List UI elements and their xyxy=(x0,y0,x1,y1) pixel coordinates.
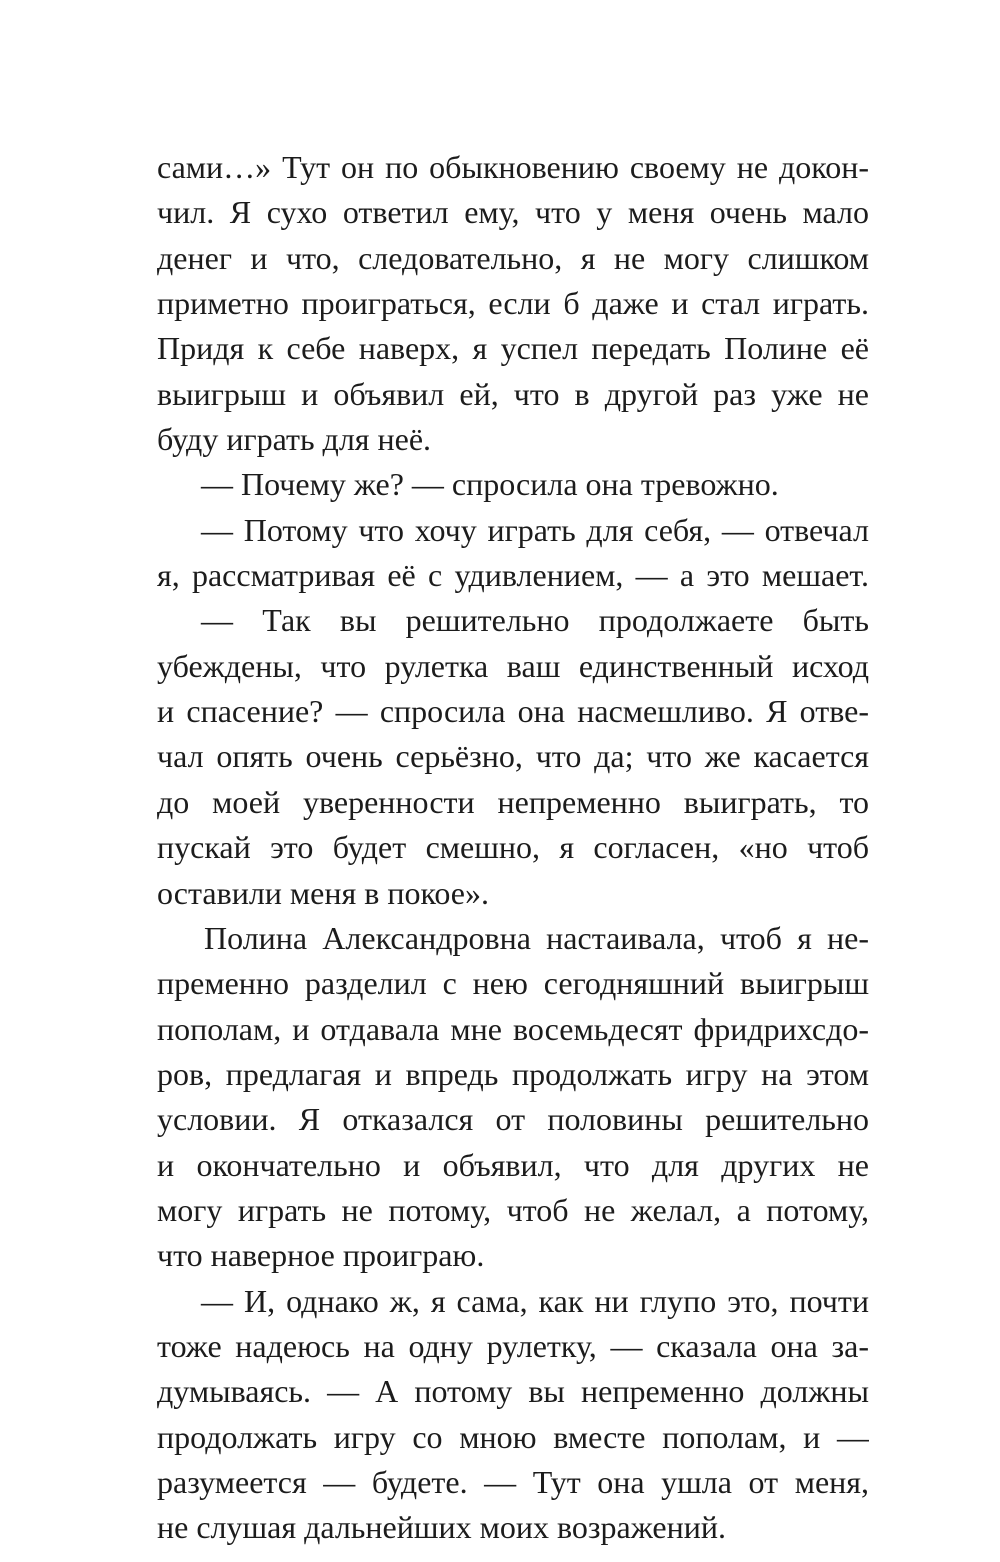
text-line: пускай это будет смешно, я согласен, «но чтоб xyxy=(157,829,869,866)
text-line: не слушая дальнейших моих возражений. xyxy=(157,1509,726,1546)
dialogue-line: — И, однако ж, я сама, как ни глупо это, почти xyxy=(201,1282,869,1319)
page-text xyxy=(157,145,869,1551)
text-line: тоже надеюсь на одну рулетку, — сказала она за- xyxy=(157,1327,869,1364)
text-line: чал опять очень серьёзно, что да; что же касается xyxy=(157,738,869,775)
text-line: думываясь. — А потому вы непременно должны xyxy=(157,1373,869,1410)
text-line: пополам, и отдавала мне восемьдесят фридрихсдо- xyxy=(157,1010,869,1047)
text-line: могу играть не потому, чтоб не желал, а потому, xyxy=(157,1191,869,1228)
text-line: и окончательно и объявил, что для других не xyxy=(157,1146,869,1183)
text-line: Придя к себе наверх, я успел передать Полине её xyxy=(157,330,869,367)
dialogue-line: — Так вы решительно продолжаете быть xyxy=(201,602,869,639)
text-line: убеждены, что рулетка ваш единственный исход xyxy=(157,647,869,684)
text-line: продолжать игру со мною вместе пополам, и — xyxy=(157,1418,869,1455)
text-line: до моей уверенности непременно выиграть, то xyxy=(157,783,869,820)
dialogue-line: — Почему же? — спросила она тревожно. xyxy=(201,466,779,503)
text-line: условии. Я отказался от половины решительно xyxy=(157,1101,869,1138)
text-line: выигрыш и объявил ей, что в другой раз уже не xyxy=(157,375,869,412)
text-line: пременно разделил с нею сегодняшний выигрыш xyxy=(157,965,869,1002)
text-line: буду играть для неё. xyxy=(157,421,432,458)
text-line: и спасение? — спросила она насмешливо. Я отве- xyxy=(157,693,869,730)
text-line: что наверное проиграю. xyxy=(157,1237,485,1274)
paragraph-first-line: Полина Александровна настаивала, чтоб я не- xyxy=(204,919,869,956)
text-line: приметно проиграться, если б даже и стал играть. xyxy=(157,285,869,322)
text-line: чил. Я сухо ответил ему, что у меня очень мало xyxy=(157,194,869,231)
dialogue-line: — Потому что хочу играть для себя, — отвечал xyxy=(201,511,869,548)
text-line: разумеется — будете. — Тут она ушла от меня, xyxy=(157,1463,869,1500)
text-line: оставили меня в покое». xyxy=(157,874,489,911)
text-line: я, рассматривая её с удивлением, — а это мешает. xyxy=(157,557,869,594)
text-line: денег и что, следовательно, я не могу слишком xyxy=(157,239,869,276)
text-line: ров, предлагая и впредь продолжать игру на этом xyxy=(157,1055,869,1092)
text-line: сами…» Тут он по обыкновению своему не докон- xyxy=(157,149,869,185)
